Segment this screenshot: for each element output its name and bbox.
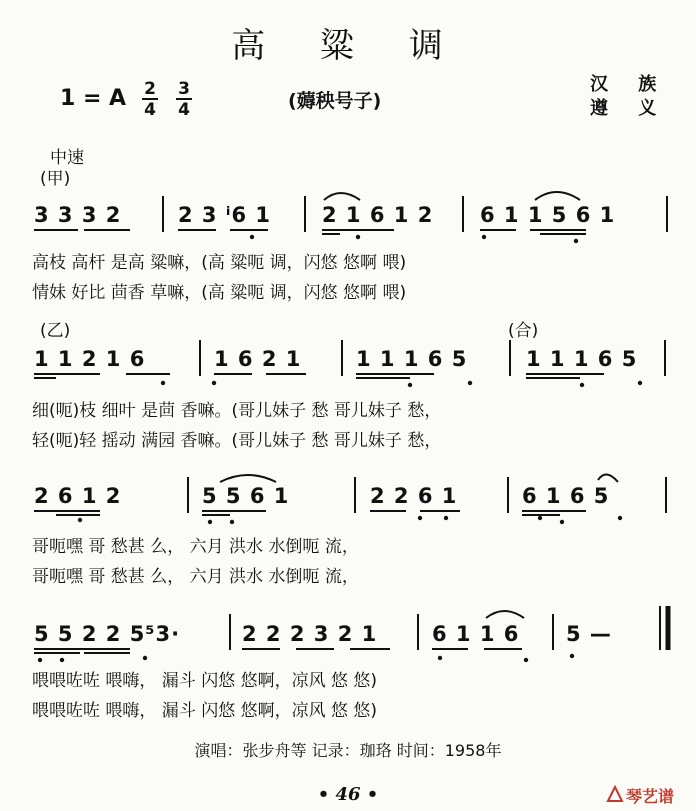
lyrics-verse-1: 哥呃嘿 哥 愁甚 么， 六月 洪水 水倒呃 流，	[32, 537, 359, 557]
lyrics-verse-1: 喂喂咗咗 喂嗨， 漏斗 闪悠 悠啊，凉风 悠 悠)	[32, 671, 378, 691]
meter-numerator: 2	[142, 80, 158, 100]
section-label-chorus: (合)	[508, 321, 539, 341]
place-label: 遵 义	[590, 98, 669, 119]
underlines	[34, 230, 604, 653]
song-title: 高 粱 调	[231, 26, 465, 66]
ethnicity-label: 汉 族	[590, 74, 669, 95]
notation-measure: 6 1 1 6	[432, 622, 520, 646]
notation-measure: 2 2 6 1	[370, 484, 458, 508]
credits-line: 演唱：张步舟等 记录：珈珞 时间：1958年	[194, 741, 502, 760]
section-label-a: (甲)	[40, 169, 71, 189]
notation-measure: 5 5 2 2 5⁵3·	[34, 622, 181, 646]
meter-numerator: 3	[176, 80, 192, 100]
genre-label: (薅秧号子)	[288, 90, 382, 112]
barlines	[163, 196, 668, 650]
notation-measure: 2 1 6 1 2	[322, 203, 434, 227]
notation-measure: 1 1 2 1 6	[34, 347, 146, 371]
meter-denominator: 4	[144, 100, 156, 120]
notation-measure: 1 1 1 6 5	[526, 347, 638, 371]
watermark-text: 琴艺谱	[626, 787, 675, 806]
notation-measure: 1 1 1 6 5	[356, 347, 468, 371]
watermark-logo-icon	[606, 785, 624, 803]
notation-measure: 5 —	[566, 622, 612, 646]
key-signature: 1 = A	[60, 86, 127, 111]
lyrics-verse-2: 情妹 好比 茴香 草嘛，(高 粱呃 调，闪悠 悠啊 喂)	[32, 283, 407, 303]
octave-dots	[38, 235, 642, 662]
tempo-marking: 中速	[50, 148, 84, 168]
notation-measure: 2 2 2 3 2 1	[242, 622, 378, 646]
lyrics-verse-1: 细(呃)枝 细叶 是茴 香嘛。(哥儿妹子 愁 哥儿妹子 愁，	[32, 401, 442, 421]
slurs	[220, 192, 618, 618]
lyrics-verse-2: 轻(呃)轻 摇动 满园 香嘛。(哥儿妹子 愁 哥儿妹子 愁，	[32, 431, 442, 451]
section-label-b: (乙)	[40, 321, 71, 341]
page-number: • 46 •	[317, 784, 379, 805]
notation-measure: 2 6 1 2	[34, 484, 122, 508]
notation-measure: 1 6 2 1	[214, 347, 302, 371]
lyrics-verse-2: 喂喂咗咗 喂嗨， 漏斗 闪悠 悠啊，凉风 悠 悠)	[32, 701, 378, 721]
notation-measure: 6 1 1 5 6 1	[480, 203, 616, 227]
lyrics-verse-1: 高枝 高杆 是高 粱嘛，(高 粱呃 调，闪悠 悠啊 喂)	[32, 253, 407, 273]
meter-denominator: 4	[178, 100, 190, 120]
notation-measure: 6 1 6 5	[522, 484, 610, 508]
notation-measure: 2 3 ⁱ6 1	[178, 203, 271, 227]
notation-measure: 5 5 6 1	[202, 484, 290, 508]
notation-measure: 3 3 3 2	[34, 203, 122, 227]
lyrics-verse-2: 哥呃嘿 哥 愁甚 么， 六月 洪水 水倒呃 流，	[32, 567, 359, 587]
